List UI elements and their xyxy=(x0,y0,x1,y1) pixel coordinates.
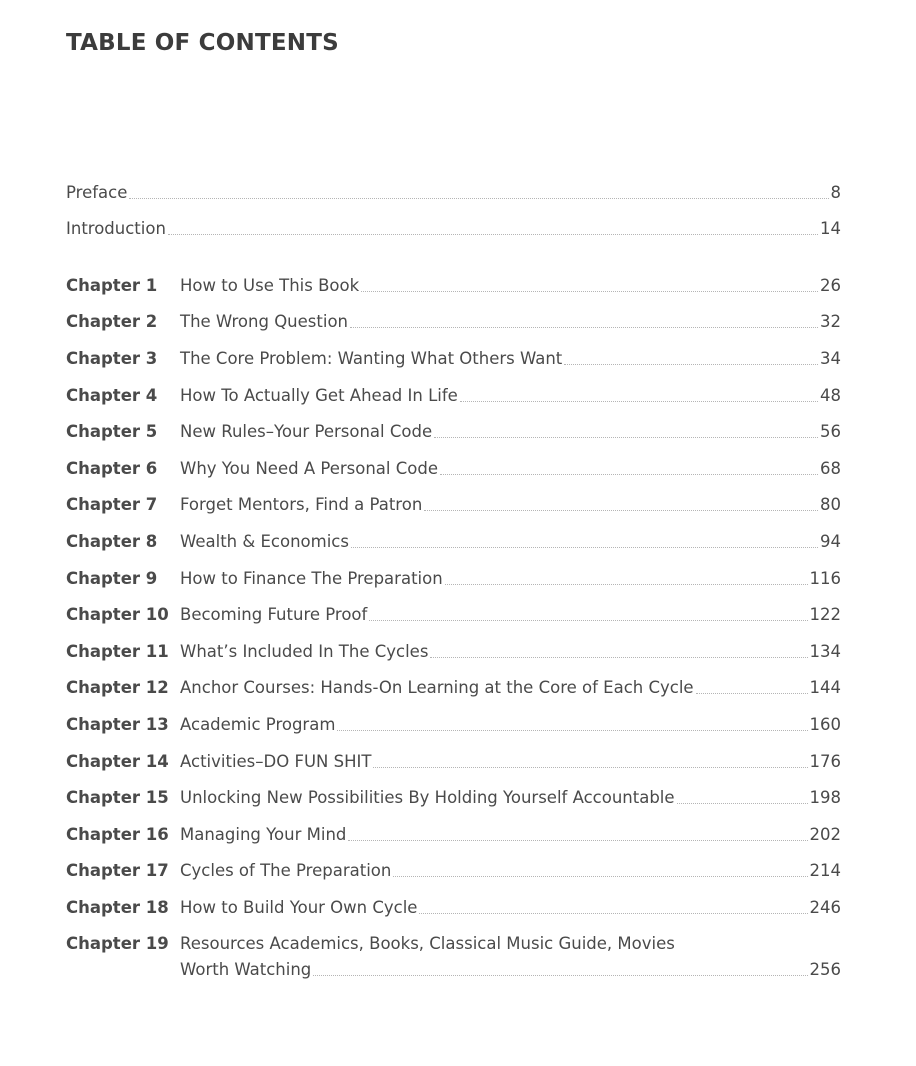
page-number: 202 xyxy=(809,824,841,844)
entry-title: Preface xyxy=(66,182,128,202)
toc-entry-chapter-1[interactable] xyxy=(66,259,841,296)
dot-leader xyxy=(393,876,807,877)
page-number: 214 xyxy=(809,861,841,881)
chapter-label: Chapter 17 xyxy=(66,861,169,881)
entry-title: Introduction xyxy=(66,219,166,239)
page-number: 176 xyxy=(809,751,841,771)
chapter-label: Chapter 10 xyxy=(66,605,169,625)
chapter-label: Chapter 1 xyxy=(66,275,158,295)
dot-leader xyxy=(434,437,818,438)
page-number: 56 xyxy=(820,422,841,442)
dot-leader xyxy=(351,547,818,548)
chapter-label: Chapter 18 xyxy=(66,897,169,917)
toc-entry-chapter-9[interactable] xyxy=(66,552,841,589)
chapter-label: Chapter 4 xyxy=(66,385,158,405)
page-number: 34 xyxy=(820,348,841,368)
chapter-title: Why You Need A Personal Code xyxy=(180,458,438,478)
toc-entry-chapter-11[interactable] xyxy=(66,625,841,662)
chapter-title: The Wrong Question xyxy=(180,312,348,332)
chapter-title: How to Use This Book xyxy=(180,275,360,295)
dot-leader xyxy=(430,657,807,658)
page-number: 68 xyxy=(820,458,841,478)
chapter-title-line-2-row xyxy=(180,960,841,980)
chapter-title-block xyxy=(180,934,841,980)
toc-entry-chapter-10[interactable] xyxy=(66,589,841,626)
chapter-title: Forget Mentors, Find a Patron xyxy=(180,495,423,515)
toc-entry-chapter-5[interactable] xyxy=(66,406,841,443)
chapter-label: Chapter 11 xyxy=(66,641,169,661)
chapter-label: Chapter 7 xyxy=(66,495,158,515)
toc-entry-chapter-15[interactable] xyxy=(66,772,841,809)
dot-leader xyxy=(677,803,808,804)
page-number: 160 xyxy=(809,714,841,734)
toc-entry-chapter-16[interactable] xyxy=(66,808,841,845)
chapter-title: Unlocking New Possibilities By Holding Yourself Accountable xyxy=(180,788,675,808)
page-title: TABLE OF CONTENTS xyxy=(66,30,339,56)
page-number: 116 xyxy=(809,568,841,588)
toc-entry-chapter-3[interactable] xyxy=(66,332,841,369)
chapter-title: Becoming Future Proof xyxy=(180,605,368,625)
chapter-title-line-2: Worth Watching xyxy=(180,960,312,980)
page-number: 32 xyxy=(820,312,841,332)
dot-leader xyxy=(424,510,818,511)
chapter-label: Chapter 14 xyxy=(66,751,169,771)
page-number: 80 xyxy=(820,495,841,515)
chapter-label: Chapter 2 xyxy=(66,312,158,332)
chapter-label: Chapter 9 xyxy=(66,568,158,588)
toc-entry-chapter-6[interactable] xyxy=(66,442,841,479)
chapter-label: Chapter 8 xyxy=(66,531,158,551)
chapter-title: New Rules–Your Personal Code xyxy=(180,422,433,442)
dot-leader xyxy=(696,693,808,694)
dot-leader xyxy=(369,620,807,621)
chapter-label: Chapter 19 xyxy=(66,934,169,954)
dot-leader xyxy=(445,584,808,585)
chapter-label: Chapter 6 xyxy=(66,458,158,478)
toc-list xyxy=(66,166,841,980)
dot-leader xyxy=(168,234,818,235)
dot-leader xyxy=(564,364,818,365)
page-number: 198 xyxy=(809,788,841,808)
chapter-title: How to Build Your Own Cycle xyxy=(180,897,418,917)
page-number: 144 xyxy=(809,678,841,698)
toc-entry-introduction[interactable] xyxy=(66,203,841,240)
toc-entry-chapter-13[interactable] xyxy=(66,698,841,735)
chapter-title: Cycles of The Preparation xyxy=(180,861,392,881)
dot-leader xyxy=(129,198,828,199)
toc-entry-chapter-7[interactable] xyxy=(66,479,841,516)
chapter-title: The Core Problem: Wanting What Others Want xyxy=(180,348,563,368)
chapter-label: Chapter 13 xyxy=(66,714,169,734)
toc-entry-chapter-18[interactable] xyxy=(66,881,841,918)
chapter-title: What’s Included In The Cycles xyxy=(180,641,429,661)
toc-entry-chapter-2[interactable] xyxy=(66,296,841,333)
dot-leader xyxy=(419,913,807,914)
chapter-label: Chapter 12 xyxy=(66,678,169,698)
dot-leader xyxy=(348,840,807,841)
dot-leader xyxy=(337,730,807,731)
dot-leader xyxy=(350,327,818,328)
toc-entry-chapter-4[interactable] xyxy=(66,369,841,406)
page-number: 48 xyxy=(820,385,841,405)
page-number: 26 xyxy=(820,275,841,295)
chapter-label: Chapter 3 xyxy=(66,348,158,368)
page-number: 256 xyxy=(809,960,841,980)
chapter-title: How To Actually Get Ahead In Life xyxy=(180,385,458,405)
chapter-title: Managing Your Mind xyxy=(180,824,347,844)
page-number: 134 xyxy=(809,641,841,661)
section-spacer xyxy=(66,239,841,259)
toc-entry-chapter-17[interactable] xyxy=(66,845,841,882)
chapter-title: Wealth & Economics xyxy=(180,531,349,551)
chapter-title-line-1: Resources Academics, Books, Classical Music Guide, Movies xyxy=(180,934,675,954)
page-number: 94 xyxy=(820,531,841,551)
page-number: 122 xyxy=(809,605,841,625)
dot-leader xyxy=(361,291,818,292)
dot-leader xyxy=(373,767,807,768)
toc-entry-chapter-14[interactable] xyxy=(66,735,841,772)
chapter-title: How to Finance The Preparation xyxy=(180,568,443,588)
page-number: 8 xyxy=(830,182,841,202)
chapter-title: Academic Program xyxy=(180,714,336,734)
dot-leader xyxy=(460,401,818,402)
dot-leader xyxy=(440,474,818,475)
toc-entry-chapter-12[interactable] xyxy=(66,662,841,699)
page-number: 246 xyxy=(809,897,841,917)
chapter-label: Chapter 16 xyxy=(66,824,169,844)
chapter-title: Anchor Courses: Hands-On Learning at the Core of Each Cycle xyxy=(180,678,694,698)
chapter-label: Chapter 5 xyxy=(66,422,158,442)
chapter-label: Chapter 15 xyxy=(66,788,169,808)
toc-entry-chapter-19[interactable] xyxy=(66,918,841,981)
page-number: 14 xyxy=(820,219,841,239)
toc-entry-preface[interactable] xyxy=(66,166,841,203)
chapter-title: Activities–DO FUN SHIT xyxy=(180,751,372,771)
toc-entry-chapter-8[interactable] xyxy=(66,515,841,552)
dot-leader xyxy=(313,975,807,976)
